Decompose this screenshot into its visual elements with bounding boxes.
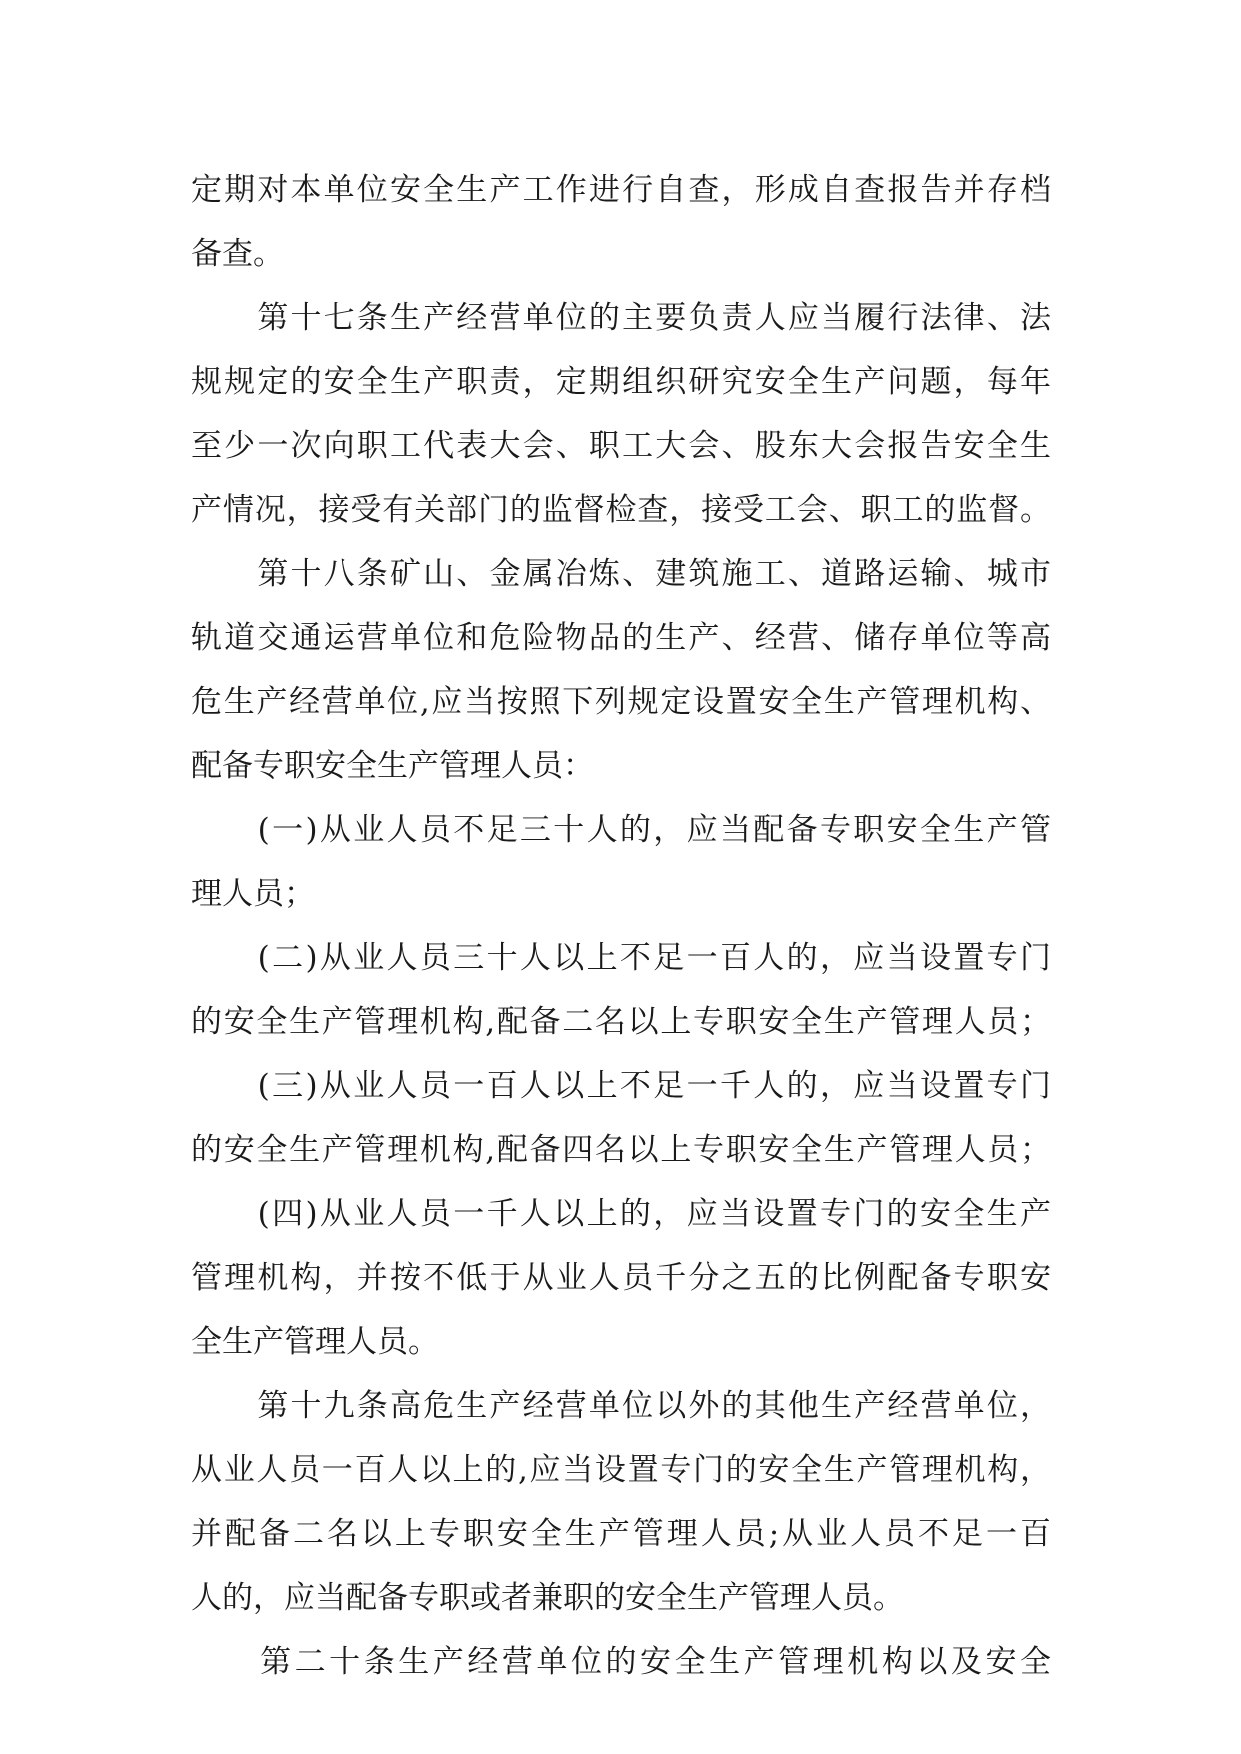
paragraph-continuation: [191, 158, 1051, 286]
text-line: 的安全生产管理机构,配备四名以上专职安全生产管理人员；: [191, 1132, 1051, 1168]
document-page: [191, 158, 1051, 1694]
text-line: 配备专职安全生产管理人员：: [191, 748, 594, 784]
paragraph-article-19: [191, 1374, 1051, 1630]
text-line: 危生产经营单位,应当按照下列规定设置安全生产管理机构、: [191, 684, 1051, 720]
text-line: 定期对本单位安全生产工作进行自查，形成自查报告并存档: [191, 172, 1051, 208]
text-line: (三)从业人员一百人以上不足一千人的，应当设置专门: [191, 1068, 1051, 1104]
text-line: 第十七条生产经营单位的主要负责人应当履行法律、法: [191, 300, 1051, 336]
list-item-2: [191, 926, 1051, 1054]
text-line: 第二十条生产经营单位的安全生产管理机构以及安全: [191, 1644, 1051, 1680]
text-line: (二)从业人员三十人以上不足一百人的，应当设置专门: [191, 940, 1051, 976]
text-line: (一)从业人员不足三十人的，应当配备专职安全生产管: [191, 812, 1051, 848]
text-line: 规规定的安全生产职责，定期组织研究安全生产问题，每年: [191, 364, 1051, 400]
text-line: 的安全生产管理机构,配备二名以上专职安全生产管理人员；: [191, 1004, 1051, 1040]
text-line: 第十八条矿山、金属冶炼、建筑施工、道路运输、城市: [191, 556, 1051, 592]
list-item-1: [191, 798, 1051, 926]
text-line: 轨道交通运营单位和危险物品的生产、经营、储存单位等高: [191, 620, 1051, 656]
paragraph-article-17: [191, 286, 1051, 542]
text-line: (四)从业人员一千人以上的，应当设置专门的安全生产: [191, 1196, 1051, 1232]
text-line: 人的，应当配备专职或者兼职的安全生产管理人员。: [191, 1580, 904, 1616]
text-line: 从业人员一百人以上的,应当设置专门的安全生产管理机构，: [191, 1452, 1051, 1488]
text-line: 第十九条高危生产经营单位以外的其他生产经营单位，: [191, 1388, 1051, 1424]
text-line: 备查。: [191, 236, 284, 272]
text-line: 至少一次向职工代表大会、职工大会、股东大会报告安全生: [191, 428, 1051, 464]
paragraph-article-20: [191, 1630, 1051, 1694]
text-line: 管理机构，并按不低于从业人员千分之五的比例配备专职安: [191, 1260, 1051, 1296]
list-item-4: [191, 1182, 1051, 1374]
text-line: 理人员；: [191, 876, 315, 912]
text-line: 并配备二名以上专职安全生产管理人员;从业人员不足一百: [191, 1516, 1051, 1552]
list-item-3: [191, 1054, 1051, 1182]
text-line: 全生产管理人员。: [191, 1324, 439, 1360]
paragraph-article-18: [191, 542, 1051, 798]
text-line: 产情况，接受有关部门的监督检查，接受工会、职工的监督。: [191, 492, 1051, 528]
